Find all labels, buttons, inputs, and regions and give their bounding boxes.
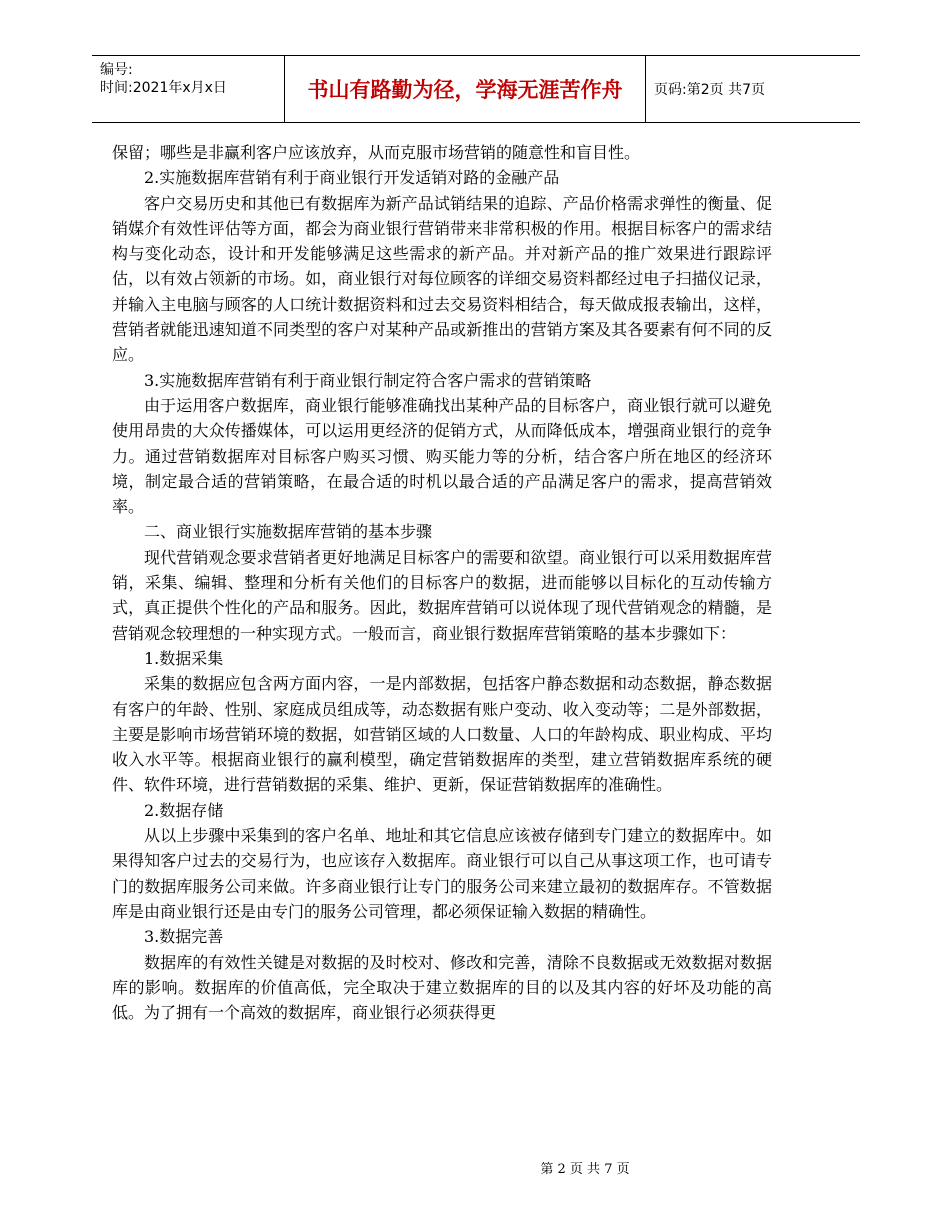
- header-motto: 书山有路勤为径，学海无涯苦作舟: [285, 56, 646, 122]
- time-label: 时间:2021年x月x日: [100, 80, 227, 96]
- paragraph: 客户交易历史和其他已有数据库为新产品试销结果的追踪、产品价格需求弹性的衡量、促销媒介有效性评估等方面，都会为商业银行营销带来非常积极的作用。根据目标客户的需求结构与变化动态，设计和开发能够满足这些需求的新产品。并对新产品的推广效果进行跟踪评估，以有效占领新的市场。如，商业银行对每位顾客的详细交易资料都经过电子扫描仪记录，并输入主电脑与顾客的人口统计数据资料和过去交易资料相结合，每天做成报表输出，这样，营销者就能迅速知道不同类型的客户对某种产品或新推出的营销方案及其各要素有何不同的反应。: [112, 193, 772, 365]
- header-page-info: 页码:第2页 共7页: [654, 82, 765, 98]
- paragraph: 现代营销观念要求营销者更好地满足目标客户的需要和欲望。商业银行可以采用数据库营销，采集、编辑、整理和分析有关他们的目标客户的数据，进而能够以目标化的互动传输方式，真正提供个性化的产品和服务。因此，数据库营销可以说体现了现代营销观念的精髓，是营销观念较理想的一种实现方式。一般而言，商业银行数据库营销策略的基本步骤如下：: [112, 547, 772, 643]
- paragraph: 数据库的有效性关键是对数据的及时校对、修改和完善，清除不良数据或无效数据对数据库的影响。数据库的价值高低，完全取决于建立数据库的目的以及其内容的好坏及功能的高低。为了拥有一个高效的数据库，商业银行必须获得更: [112, 952, 772, 1023]
- section-heading: 二、商业银行实施数据库营销的基本步骤: [144, 522, 433, 542]
- paragraph: 由于运用客户数据库，商业银行能够准确找出某种产品的目标客户，商业银行就可以避免使用昂贵的大众传播媒体，可以运用更经济的促销方式，从而降低成本，增强商业银行的竞争力。通过营销数据库对目标客户购买习惯、购买能力等的分析，结合客户所在地区的经济环境，制定最合适的营销策略，在最合适的时机以最合适的产品满足客户的需求，提高营销效率。: [112, 395, 772, 517]
- section-heading: 1.数据采集: [144, 648, 224, 668]
- page-footer: [0, 1158, 950, 1177]
- section-heading: 2.实施数据库营销有利于商业银行开发适销对路的金融产品: [144, 168, 560, 188]
- paragraph: 采集的数据应包含两方面内容，一是内部数据，包括客户静态数据和动态数据，静态数据有客户的年龄、性别、家庭成员组成等，动态数据有账户变动、收入变动等；二是外部数据，主要是影响市场营销环境的数据，如营销区域的人口数量、人口的年龄构成、职业构成、平均收入水平等。根据商业银行的赢利模型，确定营销数据库的类型，建立营销数据库系统的硬件、软件环境，进行营销数据的采集、维护、更新，保证营销数据库的准确性。: [112, 674, 772, 795]
- document-body: [112, 140, 772, 1025]
- footer-page-number: 第 2 页 共 7 页: [540, 1162, 630, 1177]
- paragraph: 保留；哪些是非赢利客户应该放弃，从而克服市场营销的随意性和盲目性。: [112, 143, 641, 162]
- section-heading: 3.数据完善: [144, 927, 224, 947]
- header-meta: [92, 56, 285, 122]
- paragraph: 从以上步骤中采集到的客户名单、地址和其它信息应该被存储到专门建立的数据库中。如果得知客户过去的交易行为，也应该存入数据库。商业银行可以自己从事这项工作，也可请专门的数据库服务公司来做。许多商业银行让专门的服务公司来建立最初的数据库存。不管数据库是由商业银行还是由专门的服务公司管理，都必须保证输入数据的精确性。: [112, 826, 772, 921]
- serial-label: 编号:: [100, 62, 133, 78]
- section-heading: 3.实施数据库营销有利于商业银行制定符合客户需求的营销策略: [144, 370, 592, 390]
- section-heading: 2.数据存储: [144, 800, 224, 820]
- page-header: [92, 55, 860, 123]
